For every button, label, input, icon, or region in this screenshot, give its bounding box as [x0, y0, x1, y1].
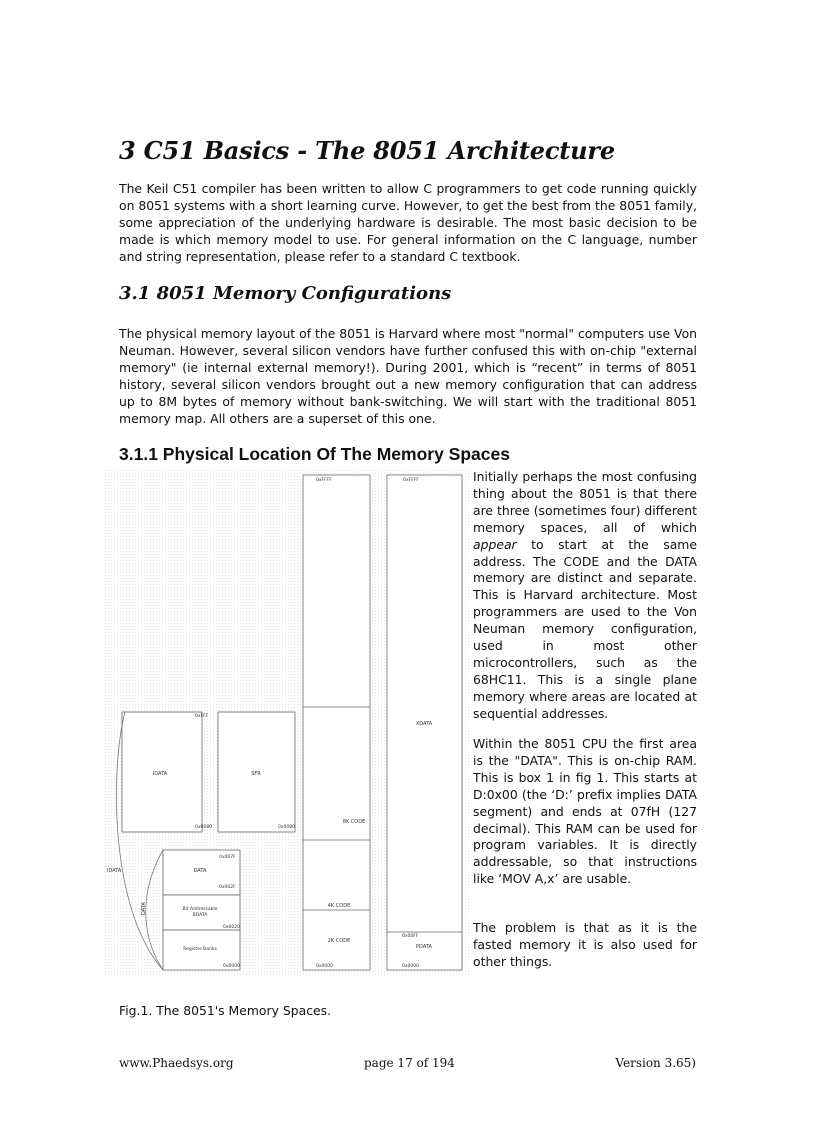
- idata-top-address: 0xFFF: [195, 714, 209, 719]
- bdata-label-1: Bit Addressable: [182, 907, 218, 912]
- register-banks-label: Register Banks: [183, 947, 217, 952]
- footer-version: Version 3.65): [615, 1056, 696, 1070]
- side-paragraph-1: Initially perhaps the most confusing thing about the 8051 is that there are three (sometimes four) different memory spaces, all of which appear to start at the same address. The CODE and the DATA memory are distinct and separate. This is Harvard architecture. Most programmers are used to the Von Neuman memory configuration, used in most other microcontrollers, such as the 68HC11. This is a single plane memory where areas are located at sequential addresses.: [473, 469, 697, 721]
- code-top-address: 0xFFFF: [316, 478, 332, 483]
- code-column: [303, 475, 370, 970]
- data-top-address: 0x007F: [219, 855, 236, 860]
- bit-bottom-address: 0x0020: [223, 925, 240, 930]
- sfr-label: SFR: [251, 771, 261, 777]
- xdata-label: XDATA: [415, 721, 433, 727]
- code-4k-label: 4K CODE: [327, 903, 351, 909]
- memory-map-figure: [105, 470, 470, 975]
- subsection-heading: 3.1.1 Physical Location Of The Memory Spaces: [119, 444, 510, 464]
- section-paragraph: The physical memory layout of the 8051 is Harvard where most "normal" computers use Von Neuman. However, several silicon vendors have further confused this with on-chip "external memory" (ie internal external memory!). During 2001, which is “recent” in terms of 8051 history, several silicon vendors brought out a new memory configuration that can address up to 8M bytes of memory without bank-switching. We will start with the traditional 8051 memory map. All others are a superset of this one.: [119, 326, 697, 426]
- data-label: DATA: [193, 868, 207, 874]
- xdata-top-address: 0xFFFF: [403, 478, 419, 483]
- idata-side-label: IDATA: [107, 868, 122, 874]
- code-8k-label: 8K CODE: [342, 819, 366, 825]
- idata-bottom-address: 0x0080: [195, 825, 212, 830]
- side-paragraph-3: The problem is that as it is the fasted memory it is also used for other things.: [473, 920, 697, 969]
- data-side-label: DATA: [141, 902, 147, 915]
- side-paragraph-2: Within the 8051 CPU the first area is the "DATA". This is on-chip RAM. This is box 1 in fig 1. This starts at D:0x00 (the ‘D:’ prefix implies DATA segment) and ends at 07fH (127 decimal). This RAM can be used for program variables. It is directly addressable, so that instructions like ‘MOV A,x’ are usable.: [473, 736, 697, 887]
- register-banks-bottom-address: 0x0000: [223, 964, 240, 969]
- footer-website: www.Phaedsys.org: [119, 1056, 234, 1070]
- bdata-label-2: BDATA: [192, 913, 208, 918]
- sfr-bottom-address: 0x0080: [278, 825, 295, 830]
- intro-paragraph: The Keil C51 compiler has been written to allow C programmers to get code running quickly on 8051 systems with a short learning curve. However, to get the best from the 8051 family, some appreciation of the underlying hardware is desirable. The most basic decision to be made is which memory model to use. For general information on the C language, number and string representation, please refer to a standard C textbook.: [119, 181, 697, 264]
- pdata-top-address: 0x00FF: [402, 934, 419, 939]
- figure-caption: Fig.1. The 8051's Memory Spaces.: [119, 1003, 332, 1018]
- xdata-bottom-address: 0x0000: [402, 964, 419, 969]
- pdata-label: PDATA: [416, 944, 432, 950]
- section-heading: 3.1 8051 Memory Configurations: [119, 283, 452, 304]
- code-bottom-address: 0x0000: [316, 964, 333, 969]
- code-2k-label: 2K CODE: [327, 938, 351, 944]
- bit-top-address: 0x002F: [219, 885, 236, 890]
- footer-page-number: page 17 of 194: [364, 1056, 455, 1070]
- idata-label: IDATA: [152, 771, 168, 777]
- page-title: 3 C51 Basics - The 8051 Architecture: [119, 136, 615, 165]
